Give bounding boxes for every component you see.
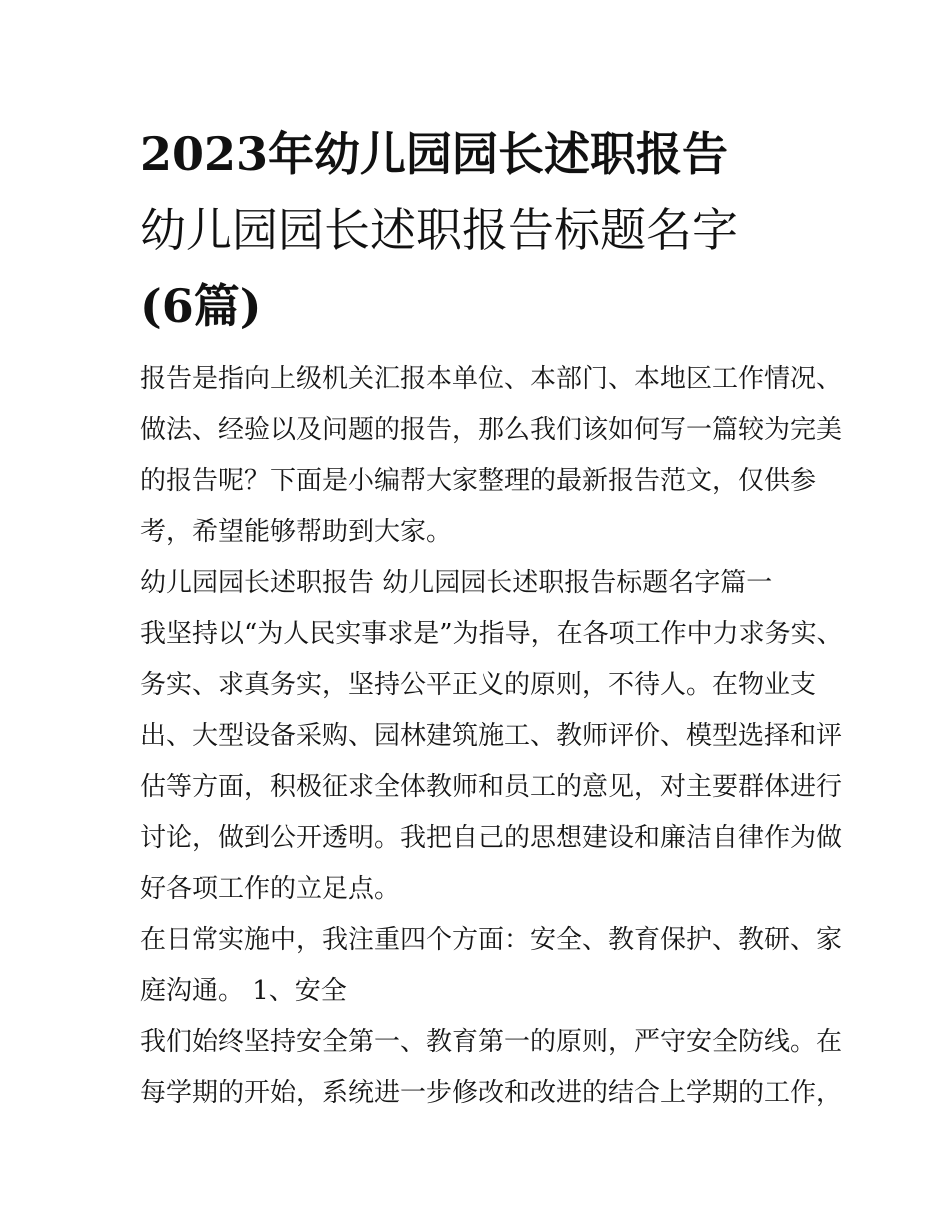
body-line-intro-4: 考，希望能够帮助到大家。 bbox=[140, 517, 453, 547]
section-heading: 幼儿园园长述职报告 幼儿园园长述职报告标题名字篇一 bbox=[140, 568, 773, 598]
title-line-2: 幼儿园园长述职报告标题名字 bbox=[140, 203, 738, 257]
document-title bbox=[140, 116, 820, 344]
body-line-p1-5: 讨论，做到公开透明。我把自己的思想建设和廉洁自律作为做 bbox=[140, 823, 843, 853]
title-line-3: (6篇) bbox=[140, 279, 262, 333]
title-line-1: 2023年幼儿园园长述职报告 bbox=[140, 127, 729, 181]
body-line-intro-3: 的报告呢？下面是小编帮大家整理的最新报告范文，仅供参 bbox=[140, 466, 817, 496]
body-line-p3-2: 每学期的开始，系统进一步修改和改进的结合上学期的工作， bbox=[140, 1078, 843, 1108]
body-line-p3-1: 我们始终坚持安全第一、教育第一的原则，严守安全防线。在 bbox=[140, 1027, 843, 1057]
body-line-p1-4: 估等方面，积极征求全体教师和员工的意见，对主要群体进行 bbox=[140, 772, 843, 802]
body-line-p1-2: 务实、求真务实，坚持公平正义的原则，不待人。在物业支 bbox=[140, 670, 817, 700]
body-line-intro-1: 报告是指向上级机关汇报本单位、本部门、本地区工作情况、 bbox=[140, 364, 843, 394]
body-line-p1-3: 出、大型设备采购、园林建筑施工、教师评价、模型选择和评 bbox=[140, 721, 843, 751]
body-line-p2-2: 庭沟通。 1、安全 bbox=[140, 976, 347, 1006]
document-body bbox=[140, 354, 843, 1119]
body-line-p1-6: 好各项工作的立足点。 bbox=[140, 874, 401, 904]
body-line-intro-2: 做法、经验以及问题的报告，那么我们该如何写一篇较为完美 bbox=[140, 415, 843, 445]
body-line-p1-1: 我坚持以“为人民实事求是”为指导，在各项工作中力求务实、 bbox=[140, 619, 843, 649]
body-line-p2-1: 在日常实施中，我注重四个方面：安全、教育保护、教研、家 bbox=[140, 925, 843, 955]
